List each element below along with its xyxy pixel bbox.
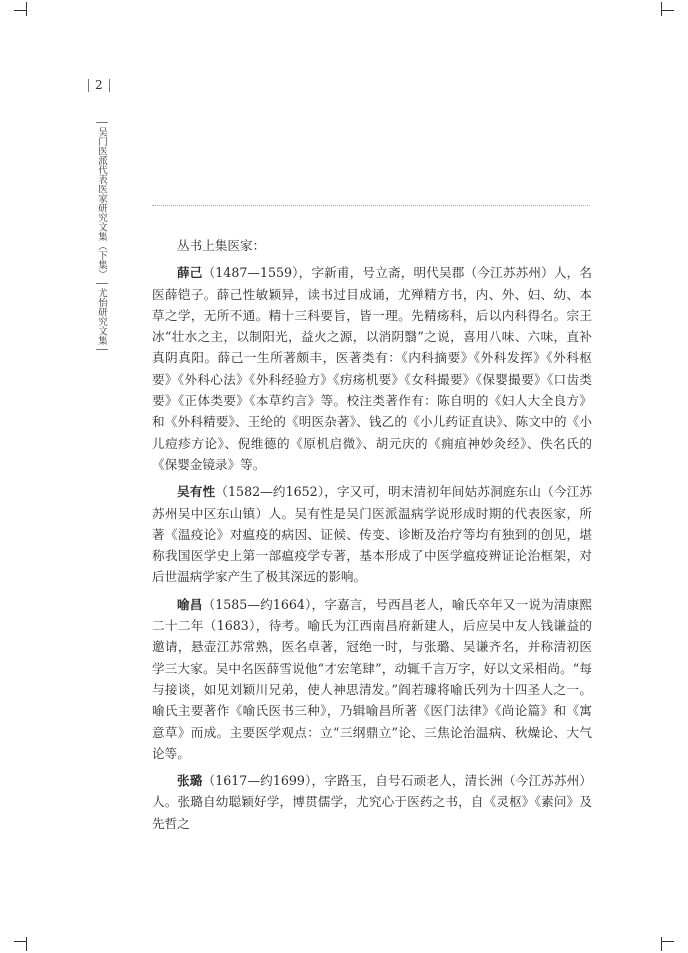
physician-name: 吴有性 (177, 484, 216, 500)
physician-name: 薛己 (177, 265, 203, 281)
dotted-separator (152, 205, 590, 206)
entry-text: （1617—约1699），字路玉，自号石顽老人，清长洲（今江苏苏州）人。张璐自幼聪颖好学，博贯儒学，尤究心于医药之书，自《灵枢》《素问》及先哲之 (152, 773, 592, 831)
entry-paragraph (152, 481, 592, 587)
header-rule (96, 283, 108, 284)
entry-text: （1585—约1664），字嘉言，号西昌老人，喻氏卒年又一说为清康熙二十二年（1683），待考。喻氏为江西南昌府新建人，后应吴中友人钱谦益的邀请，悬壶江苏常熟，医名卓著，冠绝一时，与张璐、吴谦齐名，并称清初医学三大家。吴中名医薛雪说他“才宏笔肆”，动辄千言万字，好以文采相尚。“每与接谈，如见刘颖川兄弟，使人神思清发。”阎若璩将喻氏列为十四圣人之一。喻氏主要著作《喻氏医书三种》，乃辑喻昌所著《医门法律》《尚论篇》和《寓意草》而成。主要医学观点：立“三纲鼎立”论、三焦论治温病、秋燥论、大气论等。 (152, 596, 592, 761)
page-number-block (88, 78, 110, 92)
crop-mark-bottom-right (658, 935, 674, 951)
entry-paragraph (152, 262, 592, 475)
header-rule (96, 349, 108, 350)
entry-paragraph (152, 594, 592, 764)
page-number-divider (109, 79, 110, 92)
header-rule (96, 122, 108, 123)
book-title: 吴门医派代表医家研究文集（下集） (96, 127, 107, 279)
page-number: 2 (95, 78, 103, 92)
crop-mark-top-left (14, 2, 30, 18)
intro-paragraph: 丛书上集医家： (177, 238, 266, 253)
body-text (152, 235, 592, 840)
crop-mark-bottom-left (14, 935, 30, 951)
running-header (96, 118, 110, 354)
book-subtitle: 尤怡研究文集 (96, 288, 107, 345)
physician-name: 张璐 (177, 773, 203, 789)
entry-text: （1487—1559），字新甫，号立斋，明代吴郡（今江苏苏州）人，名医薛铠子。薛己性敏颖异，读书过目成诵，尤殚精方书，内、外、妇、幼、本草之学，无所不通。精十三科要旨，皆一理。先精疡科，后以内科得名。宗王冰“壮水之主，以制阳光，益火之源，以消阴翳”之说，喜用八味、六味，直补真阴真阳。薛己一生所著颇丰，医著类有：《内科摘要》《外科发挥》《外科枢要》《外科心法》《外科经验方》《疠疡机要》《女科撮要》《保婴撮要》《口齿类要》《正体类要》《本草约言》等。校注类著作有：陈自明的《妇人大全良方》和《外科精要》、王纶的《明医杂著》、钱乙的《小儿药证直诀》、陈文中的《小儿痘疹方论》、倪维德的《原机启微》、胡元庆的《痈疽神妙灸经》、佚名氏的《保婴金镜录》等。 (152, 265, 592, 472)
entry-text: （1582—约1652），字又可，明末清初年间姑苏洞庭东山（今江苏苏州吴中区东山镇）人。吴有性是吴门医派温病学说形成时期的代表医家，所著《温疫论》对瘟疫的病因、证候、传变、诊断及治疗等均有独到的创见，堪称我国医学史上第一部瘟疫学专著，基本形成了中医学瘟疫辨证论治框架，对后世温病学家产生了极其深远的影响。 (152, 484, 592, 585)
crop-mark-top-right (658, 2, 674, 18)
entry-paragraph (152, 770, 592, 834)
page-number-divider (88, 79, 89, 92)
physician-name: 喻昌 (177, 596, 203, 612)
